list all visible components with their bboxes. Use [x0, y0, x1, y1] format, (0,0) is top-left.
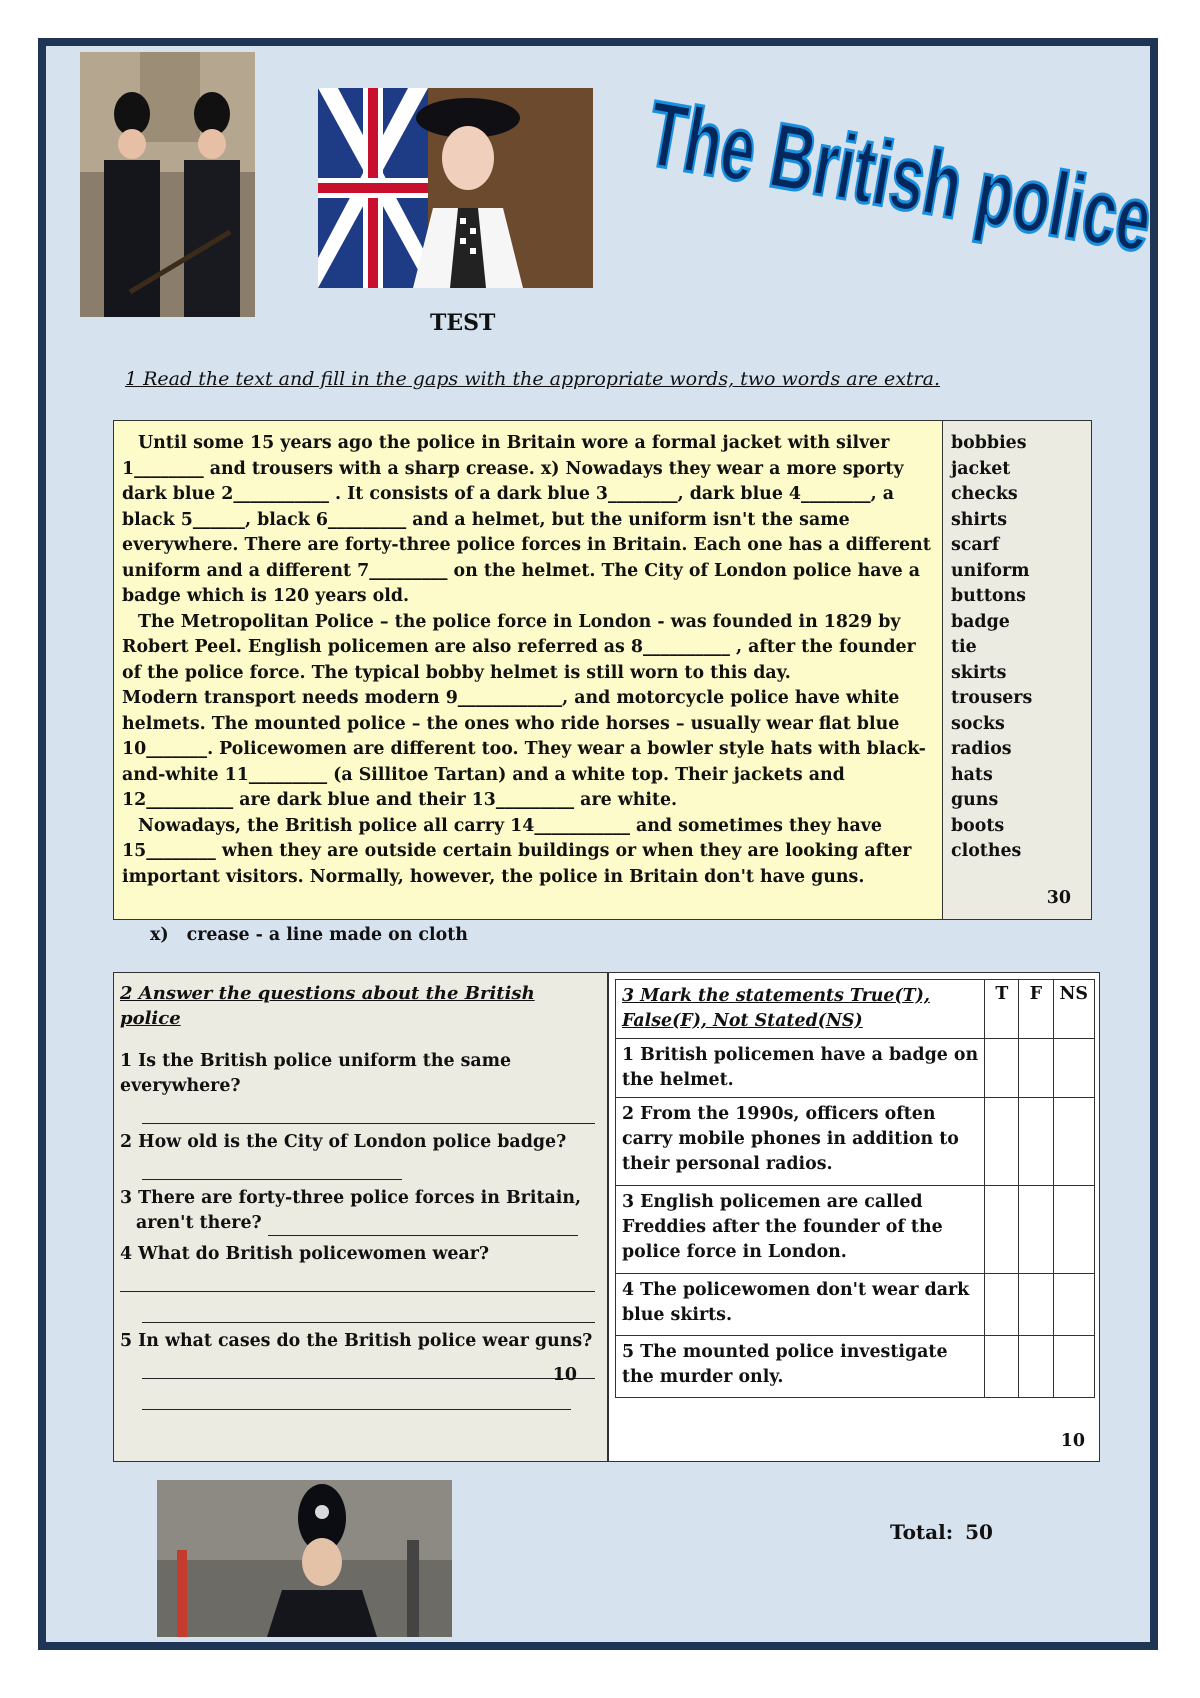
task2-box	[113, 972, 608, 1462]
answer-cell[interactable]	[1019, 1098, 1053, 1186]
photo-bobby-street	[157, 1480, 452, 1637]
word-item: buttons	[951, 586, 1026, 606]
col-f: F	[1019, 980, 1053, 1039]
task2-score: 10	[552, 1365, 577, 1385]
word-item: jacket	[951, 458, 1011, 479]
statement-3: 3 English policemen are called Freddies after the founder of the police force in London.	[616, 1186, 985, 1274]
total-label: Total:	[890, 1520, 954, 1544]
answer-cell[interactable]	[1053, 1274, 1094, 1336]
statement-1: 1 British policemen have a badge on the helmet.	[616, 1039, 985, 1098]
word-item: skirts	[951, 662, 1007, 683]
word-item: badge	[951, 611, 1010, 632]
word-bank	[942, 420, 1092, 920]
question-2: 2 How old is the City of London police badge?	[120, 1132, 567, 1152]
statement-2: 2 From the 1990s, officers often carry mobile phones in addition to their personal radios.	[616, 1098, 985, 1186]
answer-cell[interactable]	[1053, 1186, 1094, 1274]
test-label: TEST	[430, 310, 496, 336]
task2-heading: 2 Answer the questions about the British police	[120, 983, 535, 1029]
task3-score: 10	[1060, 1431, 1085, 1451]
answer-line[interactable]	[142, 1385, 571, 1410]
answer-line[interactable]	[120, 1267, 595, 1292]
photo-policewoman-flag	[318, 88, 593, 288]
answer-cell[interactable]	[985, 1098, 1019, 1186]
answer-cell[interactable]	[1019, 1039, 1053, 1098]
word-item: shirts	[951, 509, 1008, 530]
footnote-key: x)	[150, 925, 169, 945]
answer-cell[interactable]	[1053, 1039, 1094, 1098]
word-item: checks	[951, 484, 1018, 504]
answer-line[interactable]	[142, 1099, 595, 1124]
task1-text-box	[113, 420, 943, 920]
task1-instruction: 1 Read the text and fill in the gaps with the appropriate words, two words are extra.	[125, 368, 940, 390]
paragraph-2: The Metropolitan Police – the police force in London - was founded in 1829 by Robert Peel. English policemen are also referred as 8__________ , after the founder of the police force. The typical bobby helmet is still worn to this day.	[122, 611, 916, 683]
answer-cell[interactable]	[1053, 1098, 1094, 1186]
question-3: 3 There are forty-three police forces in Britain,	[120, 1188, 582, 1208]
word-item: guns	[951, 790, 999, 810]
word-item: scarf	[951, 535, 1000, 555]
answer-line[interactable]	[268, 1217, 578, 1236]
question-1: 1 Is the British police uniform the same everywhere?	[120, 1051, 512, 1096]
word-item: clothes	[951, 841, 1022, 861]
word-item: tie	[951, 637, 977, 657]
title-text: The British police	[640, 80, 1160, 272]
total-value: 50	[965, 1520, 993, 1544]
col-ns: NS	[1053, 980, 1094, 1039]
task3-heading: 3 Mark the statements True(T), False(F), Not Stated(NS)	[616, 980, 985, 1039]
word-item: bobbies	[951, 433, 1027, 453]
answer-cell[interactable]	[985, 1039, 1019, 1098]
answer-line[interactable]	[142, 1298, 595, 1323]
task3-box	[608, 972, 1100, 1462]
paragraph-1: Until some 15 years ago the police in Britain wore a formal jacket with silver 1________ and trousers with a sharp crease. x) Nowadays they wear a more sporty dark blue 2___________ . It consists of a dark blue 3________, dark blue 4________, a black 5______, black 6_________ and a helmet, but the uniform isn't the same everywhere. There are forty-three police forces in Britain. Each one has a different uniform and a different 7_________ on the helmet. The City of London police have a badge which is 120 years old.	[122, 433, 931, 606]
answer-cell[interactable]	[1019, 1274, 1053, 1336]
answer-cell[interactable]	[985, 1186, 1019, 1274]
answer-cell[interactable]	[1053, 1336, 1094, 1398]
word-item: hats	[951, 764, 993, 785]
statement-5: 5 The mounted police investigate the murder only.	[616, 1336, 985, 1398]
word-item: trousers	[951, 688, 1033, 708]
answer-cell[interactable]	[1019, 1186, 1053, 1274]
answer-line[interactable]	[142, 1155, 402, 1180]
paragraph-4: Nowadays, the British police all carry 14___________ and sometimes they have 15________ when they are outside certain buildings or when they are looking after important visitors. Normally, however, the police in Britain don't have guns.	[122, 815, 912, 887]
tf-table	[615, 979, 1095, 1398]
question-5: 5 In what cases do the British police wear guns?	[120, 1331, 593, 1351]
title-wordart	[625, 80, 1160, 305]
word-item: radios	[951, 739, 1012, 759]
word-item: boots	[951, 815, 1005, 836]
photo-two-bobbies	[80, 52, 255, 317]
task1-score: 30	[1046, 887, 1071, 908]
answer-cell[interactable]	[985, 1336, 1019, 1398]
answer-cell[interactable]	[985, 1274, 1019, 1336]
footnote	[150, 925, 468, 945]
footnote-text: crease - a line made on cloth	[186, 925, 468, 945]
word-item: uniform	[951, 560, 1030, 581]
answer-cell[interactable]	[1019, 1336, 1053, 1398]
question-4: 4 What do British policewomen wear?	[120, 1244, 490, 1264]
answer-line[interactable]	[142, 1354, 595, 1379]
statement-4: 4 The policewomen don't wear dark blue skirts.	[616, 1274, 985, 1336]
col-t: T	[985, 980, 1019, 1039]
word-item: socks	[951, 713, 1005, 734]
paragraph-3: Modern transport needs modern 9____________, and motorcycle police have white helmets. The mounted police – the ones who ride horses – usually wear flat blue 10_______. Policewomen are different too. They wear a bowler style hats with black-and-white 11_________ (a Sillitoe Tartan) and a white top. Their jackets and 12__________ are dark blue and their 13_________ are white.	[122, 688, 926, 810]
question-3-tail: aren't there?	[136, 1213, 262, 1233]
total-score	[890, 1520, 993, 1544]
